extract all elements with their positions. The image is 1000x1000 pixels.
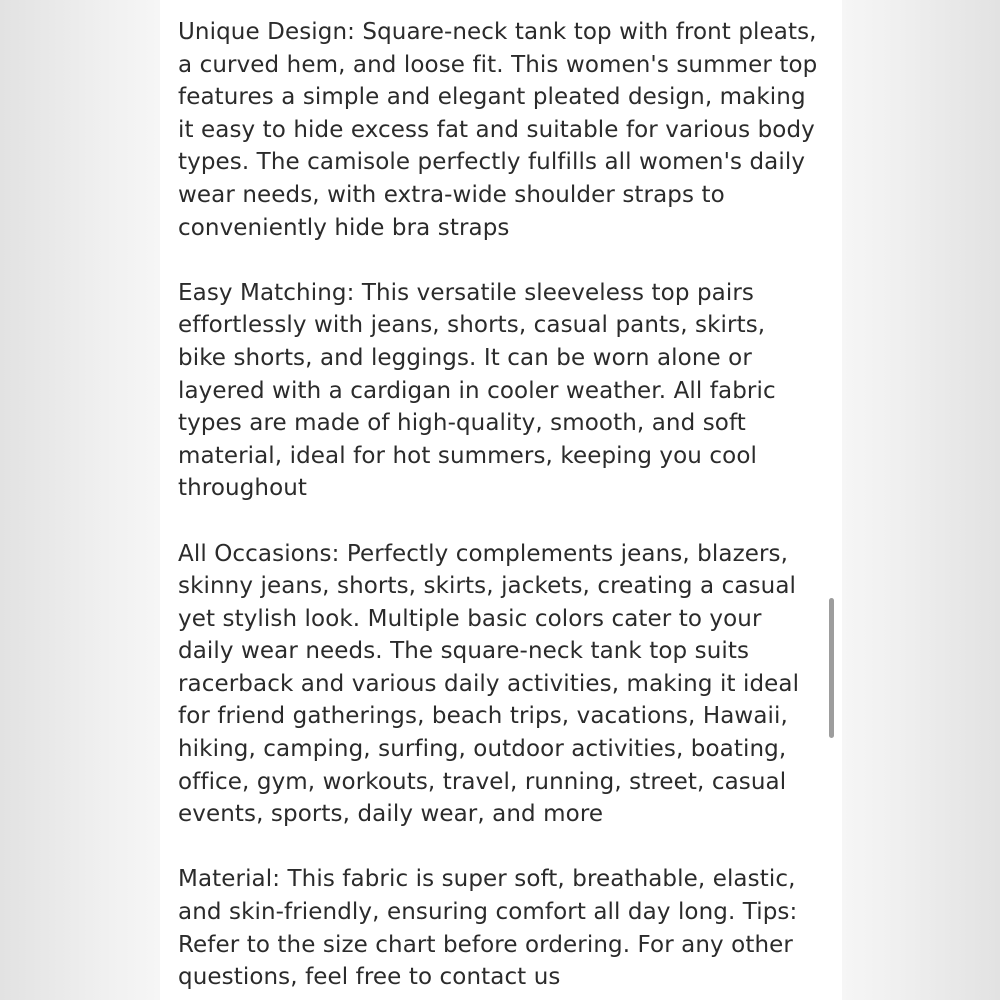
scrollbar-thumb[interactable] bbox=[829, 598, 834, 738]
description-content bbox=[178, 16, 818, 1000]
paragraph-material: Material: This fabric is super soft, breathable, elastic, and skin-friendly, ensuring comfort all day long. Tips: Refer to the size chart before ordering. For any other questions, feel free to contact us bbox=[178, 866, 798, 991]
paragraph-all-occasions: All Occasions: Perfectly complements jeans, blazers, skinny jeans, shorts, skirts, jackets, creating a casual yet stylish look. Multiple basic colors cater to your daily wear needs. The square-neck tank top suits racerback and various daily activities, making it ideal for friend gatherings, beach trips, vacations, Hawaii, hiking, camping, surfing, outdoor activities, boating, office, gym, workouts, travel, running, street, casual events, sports, daily wear, and more bbox=[178, 540, 800, 828]
paragraph-easy-matching: Easy Matching: This versatile sleeveless top pairs effortlessly with jeans, shorts, casual pants, skirts, bike shorts, and leggings. It can be worn alone or layered with a cardigan in cooler weather. All fabric types are made of high-quality, smooth, and soft material, ideal for hot summers, keeping you cool throughout bbox=[178, 279, 776, 502]
vertical-scrollbar[interactable] bbox=[828, 0, 836, 1000]
right-backdrop bbox=[840, 0, 1000, 1000]
paragraph-unique-design: Unique Design: Square-neck tank top with front pleats, a curved hem, and loose fit. This women's summer top features a simple and elegant pleated design, making it easy to hide excess fat and suitable for various body types. The camisole perfectly fulfills all women's daily wear needs, with extra-wide shoulder straps to conveniently hide bra straps bbox=[178, 19, 818, 241]
product-description-panel bbox=[160, 0, 842, 1000]
left-backdrop bbox=[0, 0, 160, 1000]
